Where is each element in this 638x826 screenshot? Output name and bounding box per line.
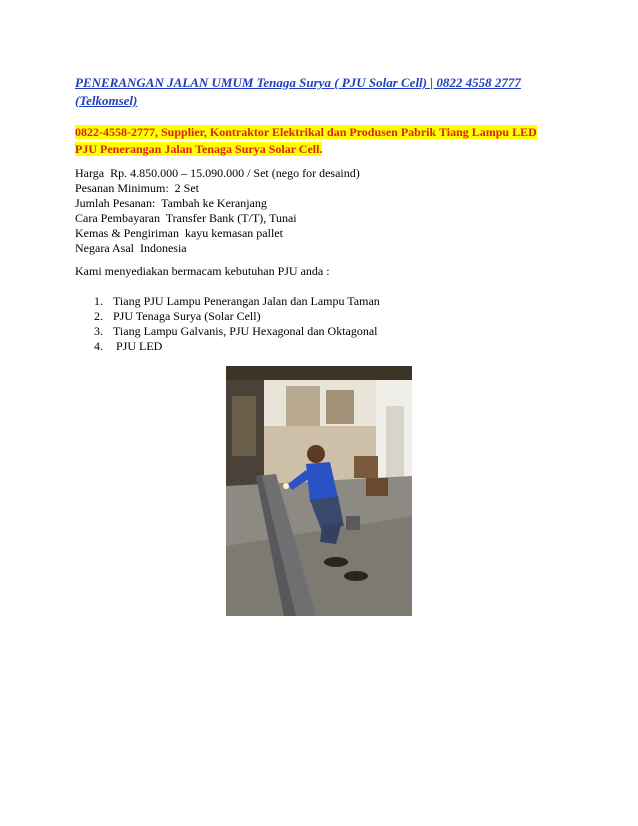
detail-minimum-order: Pesanan Minimum: 2 Set bbox=[75, 181, 199, 195]
detail-price: Harga Rp. 4.850.000 – 15.090.000 / Set (nego for desaind) bbox=[75, 166, 360, 180]
highlight-line-1: 0822-4558-2777, Supplier, Kontraktor Elektrikal dan Produsen Pabrik Tiang Lampu LED bbox=[75, 125, 537, 139]
detail-origin: Negara Asal Indonesia bbox=[75, 241, 187, 255]
highlight-paragraph bbox=[75, 124, 565, 158]
detail-packing: Kemas & Pengiriman kayu kemasan pallet bbox=[75, 226, 283, 240]
worker-welding-pole-photo bbox=[226, 366, 412, 616]
list-item: 1. Tiang PJU Lampu Penerangan Jalan dan Lampu Taman bbox=[94, 294, 380, 308]
highlight-line-2: PJU Penerangan Jalan Tenaga Surya Solar Cell. bbox=[75, 142, 323, 156]
product-list bbox=[94, 294, 380, 354]
list-item: 3. Tiang Lampu Galvanis, PJU Hexagonal dan Oktagonal bbox=[94, 324, 378, 338]
list-item: 4. PJU LED bbox=[94, 339, 163, 353]
list-item: 2. PJU Tenaga Surya (Solar Cell) bbox=[94, 309, 261, 323]
detail-payment: Cara Pembayaran Transfer Bank (T/T), Tunai bbox=[75, 211, 297, 225]
document-title[interactable]: PENERANGAN JALAN UMUM Tenaga Surya ( PJU Solar Cell) | 0822 4558 2777 (Telkomsel) bbox=[75, 75, 521, 108]
product-details bbox=[75, 166, 360, 256]
intro-text: Kami menyediakan bermacam kebutuhan PJU anda : bbox=[75, 264, 330, 278]
detail-order-quantity: Jumlah Pesanan: Tambah ke Keranjang bbox=[75, 196, 267, 210]
